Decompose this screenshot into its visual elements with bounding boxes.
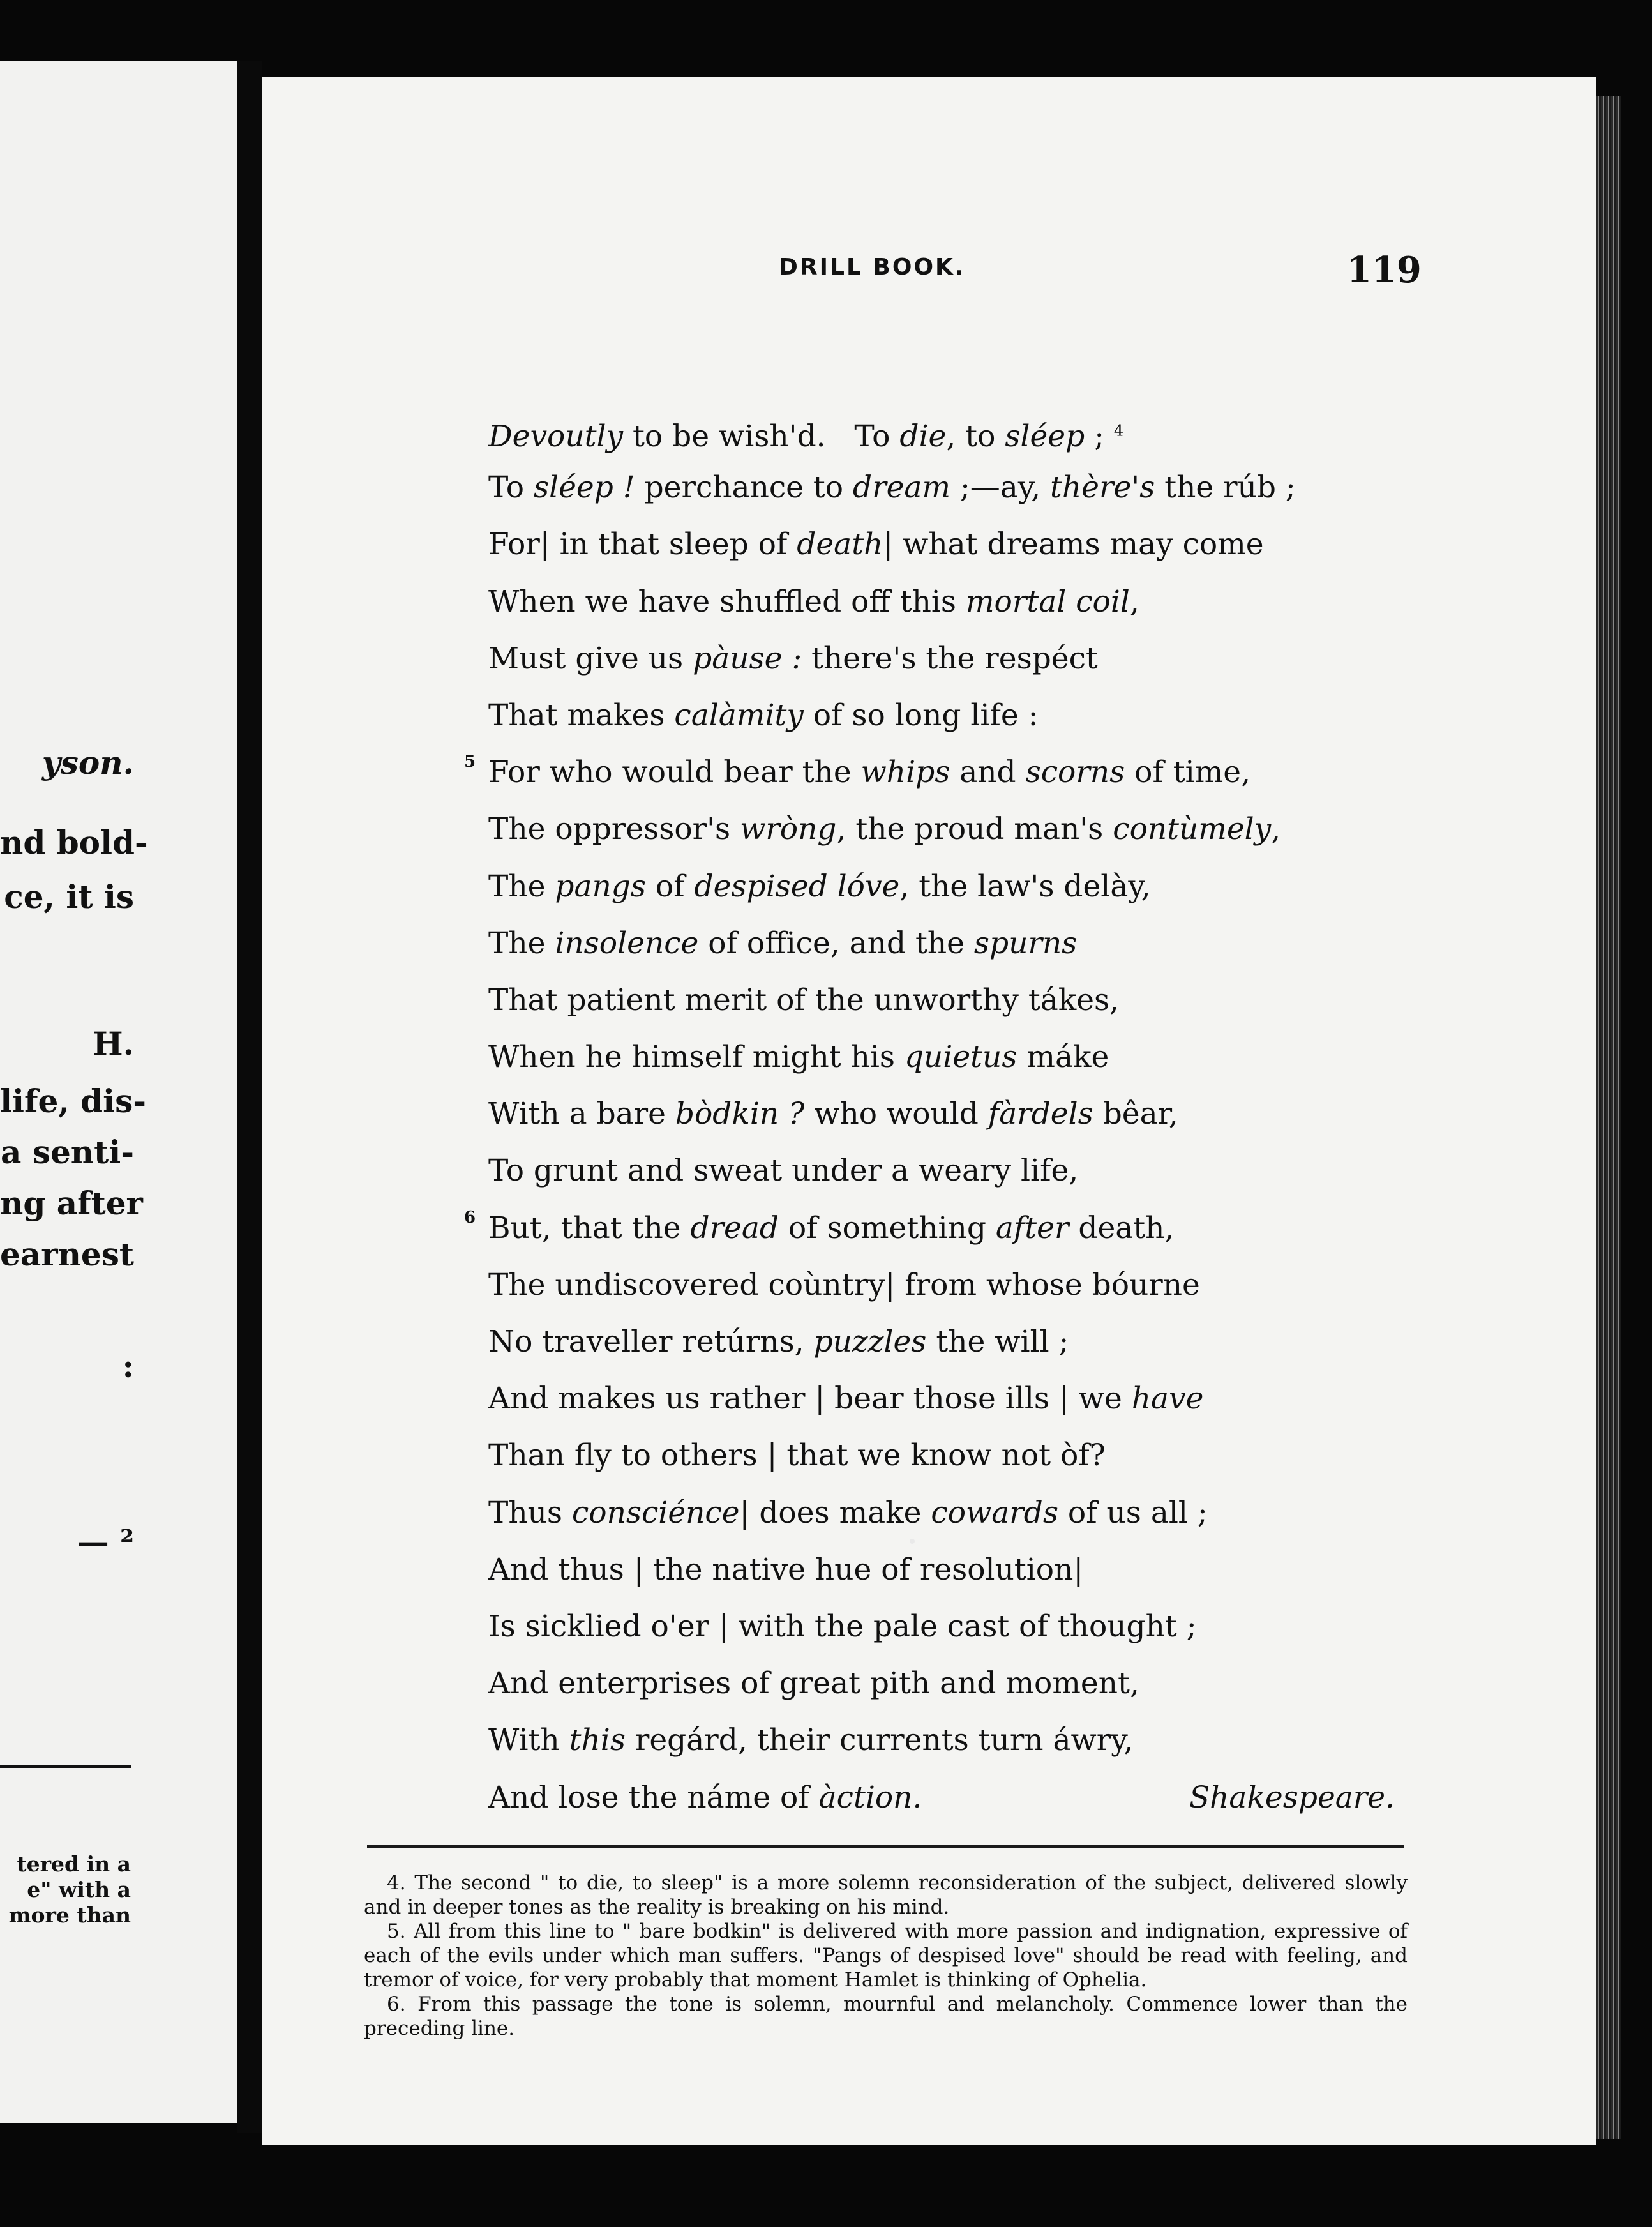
poem-line-text: The undiscovered coùntry| from whose bóurne — [488, 1267, 1200, 1302]
poem-line — [488, 459, 1395, 516]
poem-line — [488, 1257, 1395, 1313]
poem-line-text: Than fly to others | that we know not òf? — [488, 1438, 1106, 1474]
facing-page-rule — [0, 1765, 131, 1768]
poem-line-text: Thus consciénce| does make cowards of us all ; — [488, 1495, 1208, 1530]
poem-line — [464, 1200, 1395, 1257]
poem-line-text: The pangs of despised lóve, the law's delày, — [488, 868, 1151, 904]
footnote-text: All from this line to " bare bodkin" is delivered with more passion and indignation, expressive of each of the evils under which man suffers. "Pangs of despised love" should be read with feeling, and tremor of voice, for very probably that moment Hamlet is thinking of Ophelia. — [364, 1920, 1408, 1991]
footnote — [364, 1992, 1408, 2041]
poem-line — [488, 687, 1395, 744]
facing-page-fragment: ng after — [0, 1184, 143, 1222]
poem-line — [488, 858, 1395, 915]
footnote-rule — [367, 1845, 1404, 1848]
page-edges — [1596, 96, 1621, 2139]
poem-line-text: The insolence of office, and the spurns — [488, 925, 1078, 961]
poem-line — [488, 1655, 1395, 1712]
footnote — [364, 1871, 1408, 1919]
facing-page-fragment: : — [122, 1347, 134, 1385]
poem-line-text: When we have shuffled off this mortal coil, — [488, 584, 1139, 619]
poem-line — [488, 1598, 1395, 1655]
poem-line-text: For who would bear the whips and scorns of time, — [488, 755, 1251, 790]
facing-page — [0, 61, 237, 2123]
poem-line — [488, 1029, 1395, 1085]
facing-page-footnote-fragment: tered in a — [17, 1852, 131, 1876]
poem-line — [488, 1712, 1395, 1769]
poem-line — [488, 1142, 1395, 1199]
footnote-number: 6. — [387, 1993, 418, 2016]
poem-line — [488, 801, 1395, 857]
poem-line-text: With this regárd, their currents turn áwry, — [488, 1723, 1134, 1758]
footnote-marker: 5 — [464, 752, 476, 772]
facing-page-footnote-fragment: e" with a — [27, 1877, 131, 1902]
poem-line-text: No traveller retúrns, puzzles the will ; — [488, 1324, 1069, 1359]
poem-passage — [464, 402, 1395, 1826]
facing-page-fragment: nd bold- — [0, 824, 148, 861]
print-speck — [910, 1539, 915, 1544]
footnote-marker: 6 — [464, 1207, 476, 1227]
footnote-number: 5. — [387, 1920, 414, 1943]
poem-line — [488, 1313, 1395, 1370]
running-head: DRILL BOOK. — [779, 254, 966, 280]
poem-line — [488, 516, 1395, 573]
facing-page-fragment: life, dis- — [0, 1082, 146, 1120]
poem-line-text: With a bare bòdkin ? who would fàrdels bêar, — [488, 1096, 1178, 1132]
poem-line-text: To sléep ! perchance to dream ;—ay, thère's the rúb ; — [488, 470, 1296, 506]
poem-line — [488, 1769, 1395, 1826]
poem-line — [488, 402, 1395, 459]
poem-line-text: Must give us pàuse : there's the respéct — [488, 640, 1098, 676]
poem-line-text: And makes us rather | bear those ills | we have — [488, 1381, 1204, 1417]
poem-line — [488, 1370, 1395, 1427]
poem-line — [488, 915, 1395, 972]
facing-page-footnote-fragment: more than — [8, 1903, 131, 1928]
footnote — [364, 1919, 1408, 1992]
poem-line — [488, 1427, 1395, 1484]
poem-line-text: To grunt and sweat under a weary life, — [488, 1153, 1079, 1189]
book-page — [262, 77, 1596, 2145]
poem-line — [488, 972, 1395, 1029]
poem-line-text: And thus | the native hue of resolution| — [488, 1551, 1084, 1587]
poem-line — [488, 1085, 1395, 1142]
poem-line — [488, 1541, 1395, 1598]
facing-page-fragment: ce, it is — [4, 878, 134, 916]
poem-line — [488, 573, 1395, 630]
facing-page-fragment: H. — [93, 1025, 134, 1062]
poem-line-text: That makes calàmity of so long life : — [488, 697, 1039, 733]
poem-line-text: When he himself might his quietus máke — [488, 1039, 1109, 1075]
book-gutter — [237, 61, 262, 2133]
poem-line-text: The oppressor's wròng, the proud man's contùmely, — [488, 812, 1281, 847]
page-header — [262, 249, 1422, 294]
footnote-text: The second " to die, to sleep" is a more solemn reconsideration of the subject, delivered slowly and in deeper tones as the reality is breaking on his mind. — [364, 1871, 1408, 1919]
footnote-text: From this passage the tone is solemn, mournful and melancholy. Commence lower than the preceding line. — [364, 1993, 1408, 2040]
poem-line-text: And lose the náme of àction. — [488, 1779, 922, 1815]
facing-page-fragment: earnest — [0, 1235, 134, 1273]
facing-page-fragment: — ² — [77, 1523, 134, 1560]
facing-page-fragment: a senti- — [1, 1133, 134, 1171]
poem-line-text: But, that the dread of something after death, — [488, 1210, 1175, 1246]
page-number: 119 — [1347, 249, 1422, 291]
footnote-number: 4. — [387, 1871, 415, 1894]
poem-line-text: Devoutly to be wish'd. To die, to sléep ; $^4$ — [488, 418, 1124, 454]
poem-line — [464, 744, 1395, 801]
poem-line — [488, 630, 1395, 687]
poem-line-text: For| in that sleep of death| what dreams may come — [488, 527, 1264, 562]
poem-line-text: That patient merit of the unworthy tákes, — [488, 982, 1120, 1018]
attribution: Shakespeare. — [1189, 1779, 1395, 1815]
poem-line-text: And enterprises of great pith and moment, — [488, 1666, 1139, 1702]
footnotes — [364, 1871, 1408, 2041]
poem-line-text: Is sicklied o'er | with the pale cast of thought ; — [488, 1608, 1197, 1644]
poem-line — [488, 1484, 1395, 1541]
facing-page-fragment: yson. — [41, 744, 134, 781]
